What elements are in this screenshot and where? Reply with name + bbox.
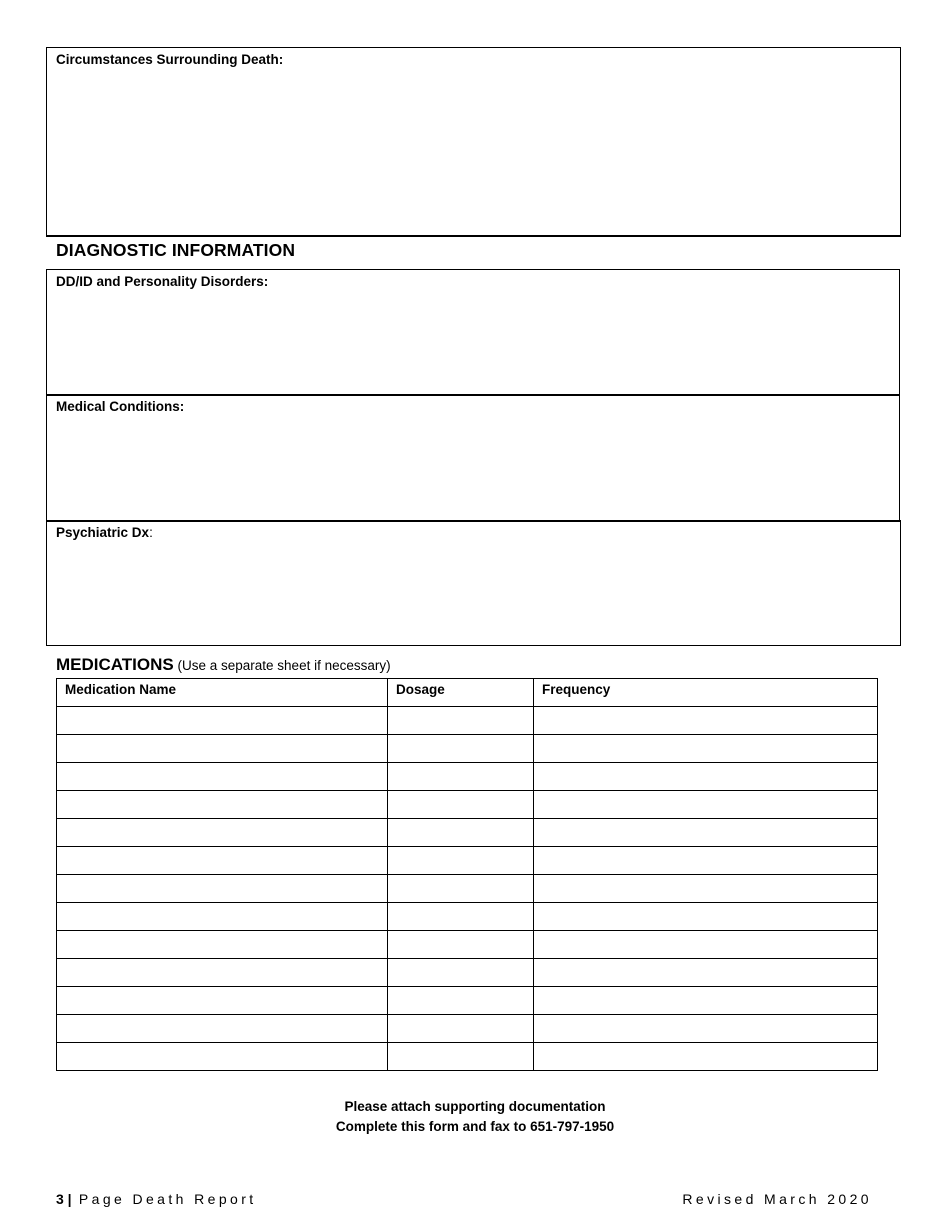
dosage-input[interactable] <box>396 987 525 1013</box>
dosage-input[interactable] <box>396 875 525 901</box>
medication-name-input[interactable] <box>65 791 379 817</box>
cell-medication-name <box>57 931 388 959</box>
page-separator: | <box>63 1191 72 1207</box>
frequency-input[interactable] <box>542 1015 869 1041</box>
cell-medication-name <box>57 959 388 987</box>
cell-dosage <box>388 763 534 791</box>
medication-name-input[interactable] <box>65 763 379 789</box>
cell-medication-name <box>57 763 388 791</box>
cell-medication-name <box>57 875 388 903</box>
psychiatric-dx-label-colon: : <box>149 525 153 540</box>
dosage-input[interactable] <box>396 1043 525 1069</box>
frequency-input[interactable] <box>542 735 869 761</box>
psychiatric-dx-field[interactable] <box>51 545 896 641</box>
cell-medication-name <box>57 1043 388 1071</box>
cell-frequency <box>534 735 878 763</box>
circumstances-field[interactable] <box>51 72 896 231</box>
psychiatric-dx-label <box>56 525 153 540</box>
medications-table <box>56 678 878 1071</box>
footer-revised-date: Revised March 2020 <box>682 1191 872 1207</box>
cell-dosage <box>388 735 534 763</box>
frequency-input[interactable] <box>542 763 869 789</box>
frequency-input[interactable] <box>542 987 869 1013</box>
column-header-dosage: Dosage <box>388 679 534 707</box>
ddid-section <box>46 269 900 396</box>
cell-frequency <box>534 959 878 987</box>
cell-frequency <box>534 791 878 819</box>
cell-frequency <box>534 819 878 847</box>
instructions <box>0 1097 950 1136</box>
table-row <box>57 931 878 959</box>
ddid-label: DD/ID and Personality Disorders: <box>56 274 269 289</box>
table-row <box>57 875 878 903</box>
cell-dosage <box>388 791 534 819</box>
medication-name-input[interactable] <box>65 847 379 873</box>
frequency-input[interactable] <box>542 791 869 817</box>
cell-dosage <box>388 847 534 875</box>
circumstances-section <box>46 47 901 237</box>
circumstances-label: Circumstances Surrounding Death: <box>56 52 284 67</box>
table-row <box>57 791 878 819</box>
cell-frequency <box>534 707 878 735</box>
frequency-input[interactable] <box>542 1043 869 1069</box>
table-row <box>57 735 878 763</box>
medication-name-input[interactable] <box>65 987 379 1013</box>
frequency-input[interactable] <box>542 847 869 873</box>
medical-conditions-field[interactable] <box>51 419 895 516</box>
dosage-input[interactable] <box>396 847 525 873</box>
dosage-input[interactable] <box>396 903 525 929</box>
cell-dosage <box>388 1015 534 1043</box>
column-header-medication-name: Medication Name <box>57 679 388 707</box>
frequency-input[interactable] <box>542 931 869 957</box>
table-row <box>57 707 878 735</box>
cell-frequency <box>534 1043 878 1071</box>
medications-table-body <box>57 707 878 1071</box>
dosage-input[interactable] <box>396 959 525 985</box>
medication-name-input[interactable] <box>65 931 379 957</box>
page-label: Page Death Report <box>71 1191 257 1207</box>
dosage-input[interactable] <box>396 735 525 761</box>
cell-medication-name <box>57 819 388 847</box>
dosage-input[interactable] <box>396 763 525 789</box>
table-row <box>57 819 878 847</box>
table-row <box>57 903 878 931</box>
cell-medication-name <box>57 1015 388 1043</box>
dosage-input[interactable] <box>396 707 525 733</box>
table-row <box>57 987 878 1015</box>
cell-frequency <box>534 875 878 903</box>
diagnostic-heading: DIAGNOSTIC INFORMATION <box>56 240 296 260</box>
dosage-input[interactable] <box>396 931 525 957</box>
cell-dosage <box>388 959 534 987</box>
dosage-input[interactable] <box>396 819 525 845</box>
frequency-input[interactable] <box>542 819 869 845</box>
cell-dosage <box>388 903 534 931</box>
cell-frequency <box>534 903 878 931</box>
psychiatric-dx-section <box>46 520 901 646</box>
cell-medication-name <box>57 707 388 735</box>
page-number: 3 <box>56 1191 64 1207</box>
instructions-line-1: Please attach supporting documentation <box>344 1099 606 1114</box>
cell-dosage <box>388 875 534 903</box>
cell-frequency <box>534 763 878 791</box>
table-row <box>57 959 878 987</box>
frequency-input[interactable] <box>542 707 869 733</box>
psychiatric-dx-label-bold: Psychiatric Dx <box>56 525 150 540</box>
medication-name-input[interactable] <box>65 735 379 761</box>
medications-note: (Use a separate sheet if necessary) <box>173 658 391 673</box>
column-header-frequency: Frequency <box>534 679 878 707</box>
table-row <box>57 1015 878 1043</box>
table-row <box>57 847 878 875</box>
medication-name-input[interactable] <box>65 819 379 845</box>
frequency-input[interactable] <box>542 875 869 901</box>
medication-name-input[interactable] <box>65 959 379 985</box>
medical-conditions-label: Medical Conditions: <box>56 399 185 414</box>
cell-medication-name <box>57 903 388 931</box>
table-row <box>57 763 878 791</box>
dosage-input[interactable] <box>396 1015 525 1041</box>
medication-name-input[interactable] <box>65 903 379 929</box>
table-header-row <box>57 679 878 707</box>
table-row <box>57 1043 878 1071</box>
cell-dosage <box>388 819 534 847</box>
cell-medication-name <box>57 847 388 875</box>
cell-medication-name <box>57 987 388 1015</box>
cell-frequency <box>534 1015 878 1043</box>
frequency-input[interactable] <box>542 959 869 985</box>
footer-page-info <box>56 1191 257 1207</box>
cell-medication-name <box>57 735 388 763</box>
cell-frequency <box>534 847 878 875</box>
medication-name-input[interactable] <box>65 707 379 733</box>
cell-dosage <box>388 1043 534 1071</box>
medications-heading <box>56 655 391 675</box>
medical-conditions-section <box>46 394 900 522</box>
cell-dosage <box>388 987 534 1015</box>
ddid-field[interactable] <box>51 294 895 390</box>
cell-frequency <box>534 931 878 959</box>
dosage-input[interactable] <box>396 791 525 817</box>
frequency-input[interactable] <box>542 903 869 929</box>
medication-name-input[interactable] <box>65 875 379 901</box>
medication-name-input[interactable] <box>65 1015 379 1041</box>
instructions-line-2: Complete this form and fax to 651-797-1950 <box>335 1118 615 1134</box>
cell-dosage <box>388 931 534 959</box>
cell-medication-name <box>57 791 388 819</box>
cell-frequency <box>534 987 878 1015</box>
cell-dosage <box>388 707 534 735</box>
medications-title: MEDICATIONS <box>56 655 174 674</box>
medication-name-input[interactable] <box>65 1043 379 1069</box>
